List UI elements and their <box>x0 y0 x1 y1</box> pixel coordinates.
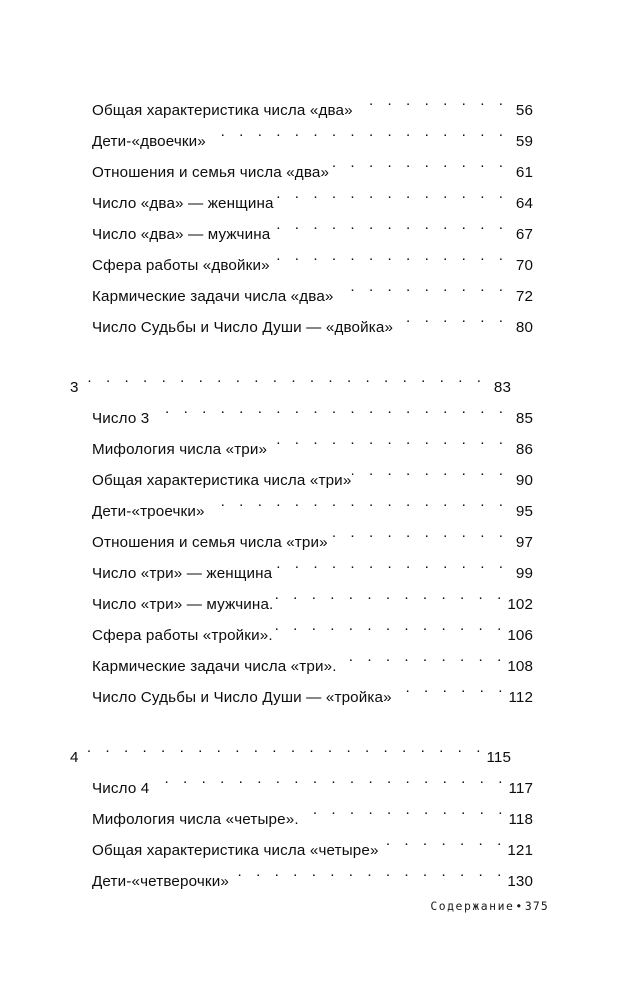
toc-leader-dots <box>271 208 508 239</box>
toc-entry-label: Общая характеристика числа «четыре» <box>92 842 379 859</box>
toc-entry-label: Мифология числа «четыре». <box>92 811 299 828</box>
toc-leader-dots <box>230 855 506 886</box>
toc-entry-label: Число «три» — мужчина. <box>92 596 274 613</box>
toc-leader-dots <box>329 516 508 547</box>
running-footer <box>430 899 549 913</box>
toc-entry-label: 3 <box>70 379 79 396</box>
toc-page-number: 72 <box>515 288 533 305</box>
toc-entry-label: Число 4 <box>92 780 150 797</box>
toc-group <box>70 84 533 336</box>
toc-leader-dots <box>271 239 508 270</box>
toc-page-number: 97 <box>515 534 533 551</box>
toc-entry-row[interactable] <box>70 762 533 797</box>
toc-page-number: 99 <box>515 565 533 582</box>
toc-leader-dots <box>80 361 486 392</box>
toc-page-number: 118 <box>508 811 533 828</box>
toc-leader-dots <box>394 301 508 332</box>
toc-leader-dots <box>330 146 508 177</box>
toc-leader-dots <box>354 84 508 115</box>
toc-leader-dots <box>274 609 507 640</box>
toc-entry-label: Сфера работы «тройки». <box>92 627 273 644</box>
toc-group <box>70 731 533 890</box>
toc-page-number: 106 <box>507 627 533 644</box>
toc-entry-label: 4 <box>70 749 79 766</box>
toc-leader-dots <box>273 547 508 578</box>
footer-bullet-icon: • <box>515 899 524 913</box>
footer-section-label: Содержание <box>430 899 515 913</box>
toc-entry-label: Сфера работы «двойки» <box>92 257 270 274</box>
toc-entry-label: Общая характеристика числа «три» <box>92 472 352 489</box>
toc-leader-dots <box>352 454 508 485</box>
toc-page-number: 56 <box>515 102 533 119</box>
toc-entry-label: Дети-«четверочки» <box>92 873 229 890</box>
toc-page-number: 102 <box>507 596 533 613</box>
toc-page-number: 130 <box>507 873 533 890</box>
toc-page-number: 80 <box>515 319 533 336</box>
toc-page-number: 67 <box>515 226 533 243</box>
toc-entry-row[interactable] <box>70 392 533 427</box>
toc-page-number: 85 <box>515 410 533 427</box>
toc-page-number: 108 <box>507 658 533 675</box>
toc-leader-dots <box>150 392 508 423</box>
toc-entry-label: Отношения и семья числа «два» <box>92 164 330 181</box>
toc-page-number: 64 <box>515 195 533 212</box>
toc-group <box>70 361 533 706</box>
toc-page-number: 112 <box>508 689 533 706</box>
footer-page-number: 375 <box>524 899 549 913</box>
toc-leader-dots <box>80 731 486 762</box>
toc-page-number: 121 <box>507 842 533 859</box>
toc-leader-dots <box>268 423 508 454</box>
toc-entry-label: Число «три» — женщина <box>92 565 273 582</box>
toc-leader-dots <box>207 115 508 146</box>
toc-entry-row[interactable] <box>70 84 533 119</box>
toc-page-number: 90 <box>515 472 533 489</box>
table-of-contents <box>70 84 533 890</box>
toc-entry-label: Мифология числа «три» <box>92 441 268 458</box>
toc-page-number: 117 <box>508 780 533 797</box>
toc-page-number: 86 <box>515 441 533 458</box>
toc-leader-dots <box>274 578 506 609</box>
toc-entry-label: Дети-«двоечки» <box>92 133 206 150</box>
toc-page-number: 61 <box>515 164 533 181</box>
toc-entry-label: Общая характеристика числа «два» <box>92 102 353 119</box>
toc-entry-label: Число Судьбы и Число Души — «двойка» <box>92 319 394 336</box>
toc-entry-label: Число 3 <box>92 410 150 427</box>
toc-leader-dots <box>338 640 507 671</box>
toc-entry-label: Число Судьбы и Число Души — «тройка» <box>92 689 392 706</box>
toc-leader-dots <box>275 177 508 208</box>
toc-leader-dots <box>393 671 508 702</box>
toc-leader-dots <box>206 485 508 516</box>
toc-leader-dots <box>380 824 507 855</box>
toc-leader-dots <box>150 762 507 793</box>
toc-page-number: 83 <box>493 379 511 396</box>
toc-leader-dots <box>300 793 508 824</box>
toc-page-number: 70 <box>515 257 533 274</box>
toc-entry-label: Дети-«троечки» <box>92 503 205 520</box>
toc-page-number: 59 <box>515 133 533 150</box>
toc-entry-label: Кармические задачи числа «три». <box>92 658 337 675</box>
toc-page-number: 95 <box>515 503 533 520</box>
toc-leader-dots <box>335 270 508 301</box>
toc-entry-label: Число «два» — мужчина <box>92 226 271 243</box>
toc-entry-label: Отношения и семья числа «три» <box>92 534 328 551</box>
toc-page-number: 115 <box>486 749 511 766</box>
toc-entry-label: Кармические задачи числа «два» <box>92 288 334 305</box>
toc-chapter-row[interactable] <box>70 361 511 396</box>
toc-chapter-row[interactable] <box>70 731 511 766</box>
toc-entry-label: Число «два» — женщина <box>92 195 274 212</box>
